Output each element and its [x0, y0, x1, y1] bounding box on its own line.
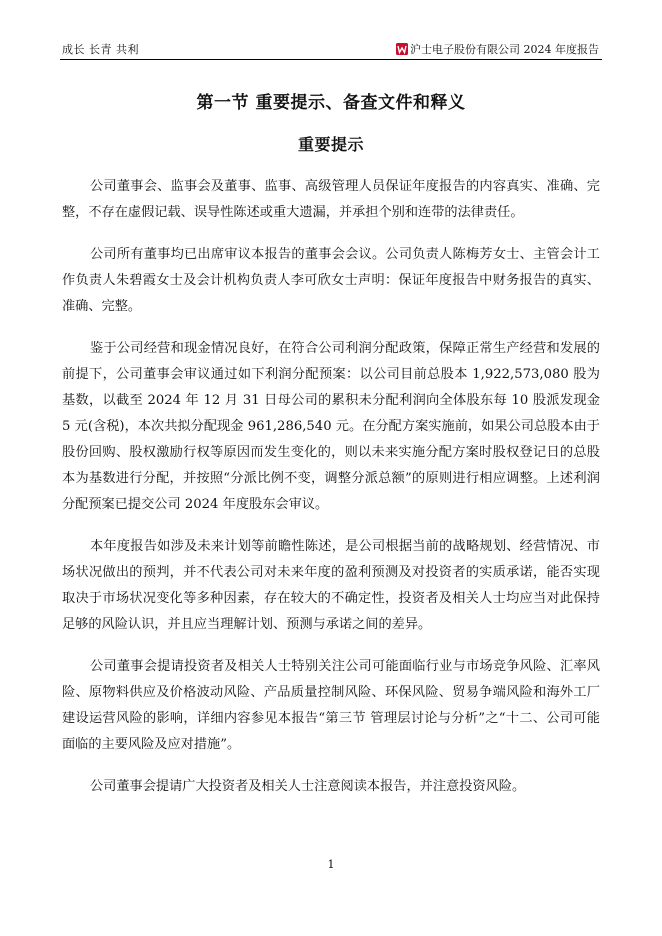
paragraph-profit-distribution: 鉴于公司经营和现金情况良好，在符合公司利润分配政策，保障正常生产经营和发展的前提下，公司董事会审议通过如下利润分配预案：以公司目前总股本 1,922,573,080 股为基数，以截至 2024 年 12 月 31 日母公司的累积未分配利润向全体股东每 10 股派发现金 5 元(含税)，本次共拟分配现金 961,286,540 元。在分配方案实施前，如果公司总股本由于股份回购、股权激励行权等原因而发生变化的，则以未来实施分配方案时股权登记日的总股本为基数进行分配，并按照“分派比例不变，调整分派总额”的原则进行相应调整。上述利润分配预案已提交公司 2024 年度股东会审议。: [62, 341, 600, 512]
wus-logo-icon: [396, 43, 408, 55]
body-text: [62, 174, 600, 816]
section-title: 第一节 重要提示、备查文件和释义: [196, 93, 466, 113]
paragraph-responsibility: 公司董事会、监事会及董事、监事、高级管理人员保证年度报告的内容真实、准确、完整，不存在虚假记载、误导性陈述或重大遗漏，并承担个别和连带的法律责任。: [62, 179, 600, 220]
page-number: 1: [327, 858, 335, 871]
header-divider: [60, 59, 602, 60]
paragraph-risk-factors: 公司董事会提请投资者及相关人士特别关注公司可能面临行业与市场竞争风险、汇率风险、原物料供应及价格波动风险、产品质量控制风险、环保风险、贸易争端风险和海外工厂建设运营风险的影响，详细内容参见本报告“第三节 管理层讨论与分析”之“十二、公司可能面临的主要风险及应对措施”。: [62, 659, 600, 752]
header-slogan: 成长 长青 共利: [62, 43, 139, 56]
header-company-name: 沪士电子股份有限公司 2024 年度报告: [410, 43, 599, 56]
paragraph-forward-looking: 本年度报告如涉及未来计划等前瞻性陈述，是公司根据当前的战略规划、经营情况、市场状况做出的预判，并不代表公司对未来年度的盈利预测及对投资者的实质承诺，能否实现取决于市场状况变化等多种因素，存在较大的不确定性，投资者及相关人士均应当对此保持足够的风险认识，并且应当理解计划、预测与承诺之间的差异。: [62, 539, 600, 632]
paragraph-investment-risk: 公司董事会提请广大投资者及相关人士注意阅读本报告，并注意投资风险。: [90, 779, 526, 794]
paragraph-director-statement: 公司所有董事均已出席审议本报告的董事会会议。公司负责人陈梅芳女士、主管会计工作负责人朱碧霞女士及会计机构负责人李可欣女士声明：保证年度报告中财务报告的真实、准确、完整。: [62, 247, 600, 314]
section-subtitle: 重要提示: [297, 135, 364, 154]
header-company-report: [396, 41, 599, 57]
